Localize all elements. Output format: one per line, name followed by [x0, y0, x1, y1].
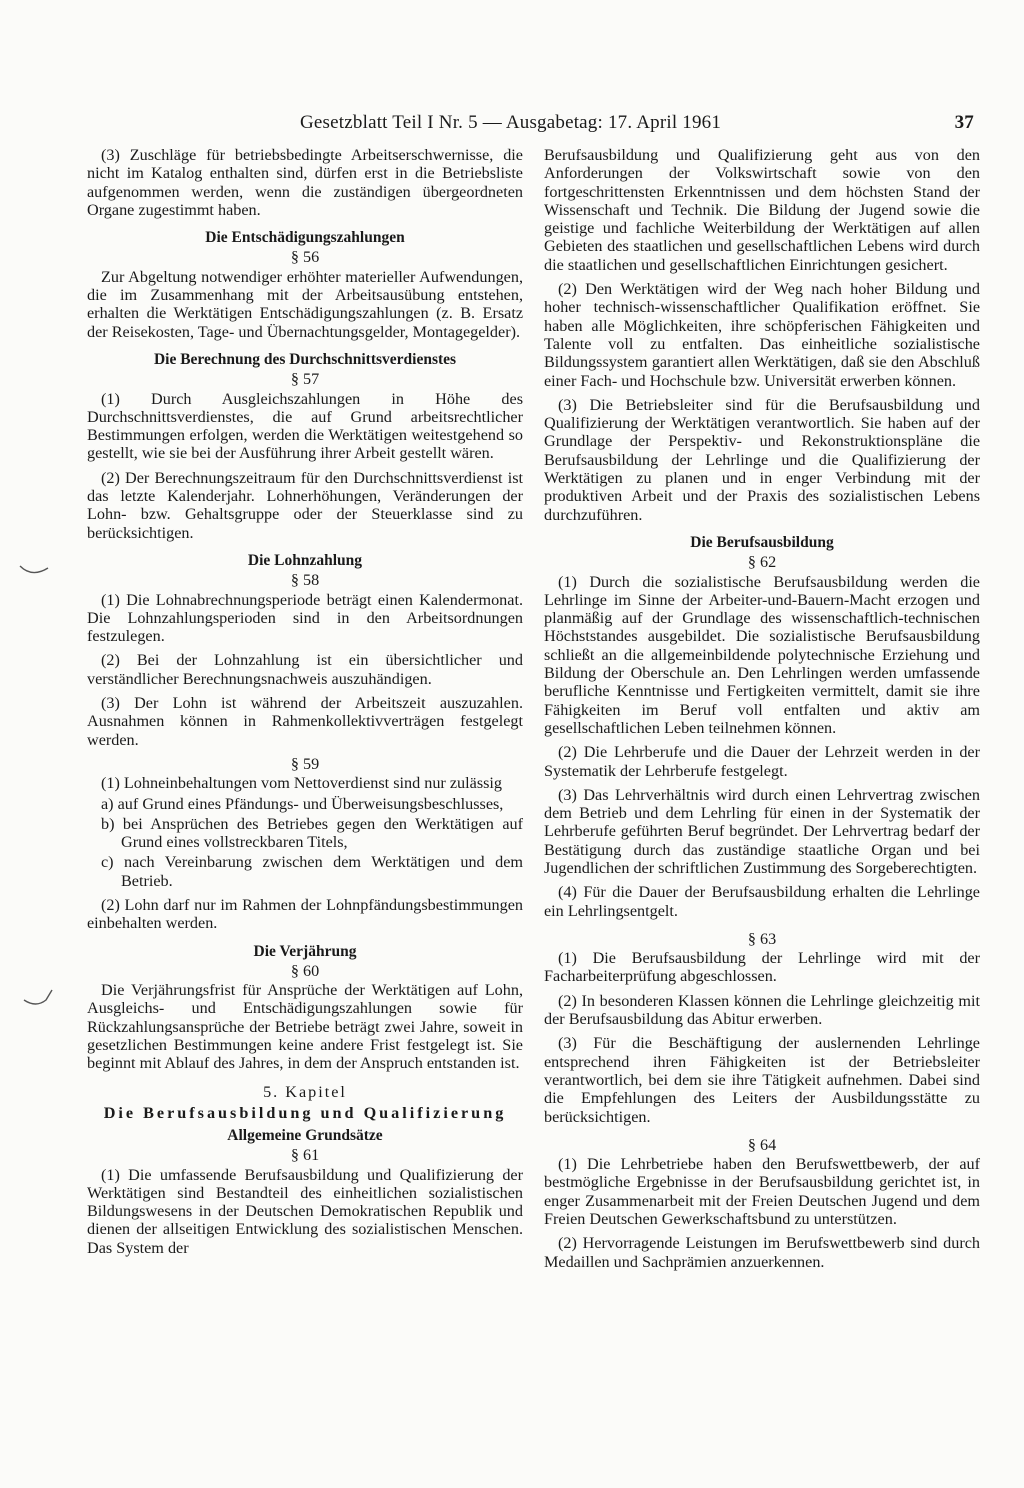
- paragraph: (1) Durch die sozialistische Berufsausbildung werden die Lehrlinge im Sinne der Arbeiter-und-Bauern-Macht erzogen und planmäßig auf der Grundlage des wissenschaftlich-technischen Höchststandes ausgebildet. Die sozialistische Berufsausbildung schließt an die allgemeinbildende polytechnische Erziehung und Bildung der Oberschule an. Den Lehrlingen werden umfassende berufliche Kenntnisse und Fertigkeiten vermittelt, damit sie ihre Fähigkeiten im Beruf voll entfalten und aktiv am gesellschaftlichen Leben teilnehmen können.: [544, 572, 980, 737]
- section-number: § 64: [747, 1135, 777, 1154]
- paragraph: (2) Der Berechnungszeitraum für den Durchschnittsverdienst ist das letzte Kalenderjahr. Lohnerhöhungen, Veränderungen der Lohn- bzw. Gehaltsgruppe oder der Steuerklasse sind zu berücksichtigen.: [87, 468, 523, 542]
- paragraph: (3) Der Lohn ist während der Arbeitszeit auszuzahlen. Ausnahmen können in Rahmenkollektivverträgen festgelegt werden.: [87, 694, 523, 749]
- paragraph: (3) Für die Beschäftigung der auslernenden Lehrlinge entsprechend ihren Fähigkeiten ist der Betriebsleiter verantwortlich, bei dem sie ihre Tätigkeit aufnehmen. Dabei sind die Empfehlungen des Leiters der Ausbildungsstätte zu berücksichtigen.: [544, 1034, 980, 1126]
- gazette-title: Gesetzblatt Teil I Nr. 5 — Ausgabetag: 17. April 1961: [300, 112, 722, 133]
- section-heading: Die Entschädigungszahlungen: [205, 229, 405, 247]
- paragraph: (3) Das Lehrverhältnis wird durch einen Lehrvertrag zwischen dem Betrieb und dem Lehrling für einen in der Systematik der Lehrberufe geführten Beruf begründet. Der Lehrvertrag bedarf der Bestätigung durch das zuständige staatliche Organ und bei Jugendlichen der schriftlichen Zustimmung des Sorgeberechtigten.: [544, 785, 980, 877]
- paragraph: (2) Hervorragende Leistungen im Berufswettbewerb sind durch Medaillen und Sachprämien anzuerkennen.: [544, 1234, 980, 1271]
- paragraph: Zur Abgeltung notwendiger erhöhter materieller Aufwendungen, die im Zusammenhang mit der Arbeitsausübung entstehen, erhalten die Werktätigen Entschädigungszahlungen (z. B. Ersatz der Reisekosten, Tage- und Übernachtungsgelder, Montagegelder).: [87, 267, 523, 341]
- pencil-mark-icon: [22, 988, 56, 1010]
- section-heading: Die Berechnung des Durchschnittsverdienstes: [153, 350, 457, 368]
- chapter-title: Die Berufsausbildung und Qualifizierung: [103, 1103, 507, 1122]
- paragraph: (1) Die umfassende Berufsausbildung und Qualifizierung der Werktätigen sind Bestandteil des einheitlichen sozialistischen Bildungswesens in der Deutschen Demokratischen Republik und dienen der allseitigen Entwicklung des sozialistischen Menschen. Das System der: [87, 1165, 523, 1257]
- paragraph: (2) In besonderen Klassen können die Lehrlinge gleichzeitig mit der Berufsausbildung das Abitur erwerben.: [544, 991, 980, 1029]
- paragraph: Die Verjährungsfrist für Ansprüche der Werktätigen auf Lohn, Ausgleichs- und Entschädigungszahlungen sowie für Rückzahlungsansprüche der Betriebe beträgt zwei Jahre, soweit in gesetzlichen Bestimmungen keine andere Frist festgelegt ist. Sie beginnt mit Ablauf des Jahres, in dem der Anspruch entstanden ist.: [87, 981, 523, 1073]
- section-number: § 58: [290, 571, 320, 590]
- section-heading: Die Verjährung: [253, 942, 357, 960]
- section-number: § 59: [290, 754, 320, 773]
- section-number: § 56: [290, 248, 320, 267]
- page-number: 37: [954, 112, 974, 133]
- pencil-mark-icon: [18, 562, 52, 582]
- section-heading: Die Berufsausbildung: [690, 533, 834, 551]
- list-item: c) nach Vereinbarung zwischen dem Werktätigen und dem Betrieb.: [101, 853, 523, 890]
- paragraph: (1) Lohneinbehaltungen vom Nettoverdienst sind nur zulässig: [101, 774, 503, 793]
- list-item: b) bei Ansprüchen des Betriebes gegen den Werktätigen auf Grund eines vollstreckbaren Titels,: [101, 814, 523, 852]
- paragraph: (1) Die Berufsausbildung der Lehrlinge wird mit der Facharbeiterprüfung abgeschlossen.: [544, 949, 980, 986]
- section-number: § 63: [747, 929, 777, 948]
- list-item: a) auf Grund eines Pfändungs- und Überweisungsbeschlusses,: [101, 794, 504, 813]
- paragraph: (4) Für die Dauer der Berufsausbildung erhalten die Lehrlinge ein Lehrlingsentgelt.: [544, 883, 980, 920]
- paragraph: (1) Die Lohnabrechnungsperiode beträgt einen Kalendermonat. Die Lohnzahlungsperioden sind in den Arbeitsordnungen festzulegen.: [87, 590, 523, 646]
- paragraph: (3) Die Betriebsleiter sind für die Berufsausbildung und Qualifizierung der Werktätigen verantwortlich. Sie haben auf der Grundlage der Perspektiv- und Rekonstruktionspläne die Berufsausbildung der Lehrlinge und die Qualifizierung der Werktätigen zu planen und in enger Verbindung mit der produktiven Arbeit und der Praxis des sozialistischen Lebens durchzuführen.: [544, 395, 980, 524]
- paragraph: (1) Die Lehrbetriebe haben den Berufswettbewerb, der auf bestmögliche Ergebnisse in der Berufsausbildung gerichtet ist, in enger Zusammenarbeit mit der Freien Deutschen Jugend und dem Freien Deutschen Gewerkschaftsbund zu unterstützen.: [544, 1155, 980, 1229]
- paragraph: Berufsausbildung und Qualifizierung geht aus von den Anforderungen der Volkswirtschaft sowie von den fortgeschrittensten Erkenntnissen und dem höchsten Stand der Wissenschaft und Technik. Die Bildung der Jugend sowie die geistige und fachliche Weiterbildung der Werktätigen auf allen Gebieten des staatlichen und gesellschaftlichen Lebens wird durch die staatlichen und gesellschaftlichen Einrichtungen gesichert.: [544, 146, 980, 274]
- paragraph: (2) Lohn darf nur im Rahmen der Lohnpfändungsbestimmungen einbehalten werden.: [87, 895, 523, 933]
- section-number: § 60: [290, 961, 320, 980]
- left-column: [87, 146, 523, 1263]
- paragraph: (2) Bei der Lohnzahlung ist ein übersichtlicher und verständlicher Berechnungsnachweis auszuhändigen.: [87, 651, 523, 688]
- paragraph: (2) Die Lehrberufe und die Dauer der Lehrzeit werden in der Systematik der Lehrberufe festgelegt.: [544, 743, 980, 780]
- paragraph: (2) Den Werktätigen wird der Weg nach hoher Bildung und hoher technisch-wissenschaftlicher Qualifikation eröffnet. Sie haben alle Möglichkeiten, ihre schöpferischen Fähigkeiten und Talente voll zu entfalten. Das einheitliche sozialistische Bildungssystem garantiert allen Werktätigen, daß sie den Abschluß einer Fach- und Hochschule bzw. Universität erwerben können.: [544, 280, 980, 390]
- section-number: § 62: [747, 553, 777, 572]
- section-heading: Allgemeine Grundsätze: [227, 1126, 383, 1144]
- chapter-number: 5. Kapitel: [263, 1082, 347, 1101]
- paragraph: (1) Durch Ausgleichszahlungen in Höhe des Durchschnittsverdienstes, die auf Grund arbeitsrechtlicher Bestimmungen erfolgen, werden die Werktätigen weitestgehend so gestellt, wie sie bei der Ausführung ihrer Arbeit gestellt wären.: [87, 389, 523, 463]
- paragraph: (3) Zuschläge für betriebsbedingte Arbeitserschwernisse, die nicht im Katalog enthalten sind, dürfen erst in die Betriebsliste aufgenommen werden, wenn die zuständigen übergeordneten Organe zugestimmt haben.: [87, 146, 523, 219]
- page-header: [300, 112, 974, 138]
- section-number: § 57: [290, 370, 320, 389]
- section-number: § 61: [290, 1146, 320, 1165]
- section-heading: Die Lohnzahlung: [247, 551, 363, 569]
- right-column: [544, 146, 980, 1277]
